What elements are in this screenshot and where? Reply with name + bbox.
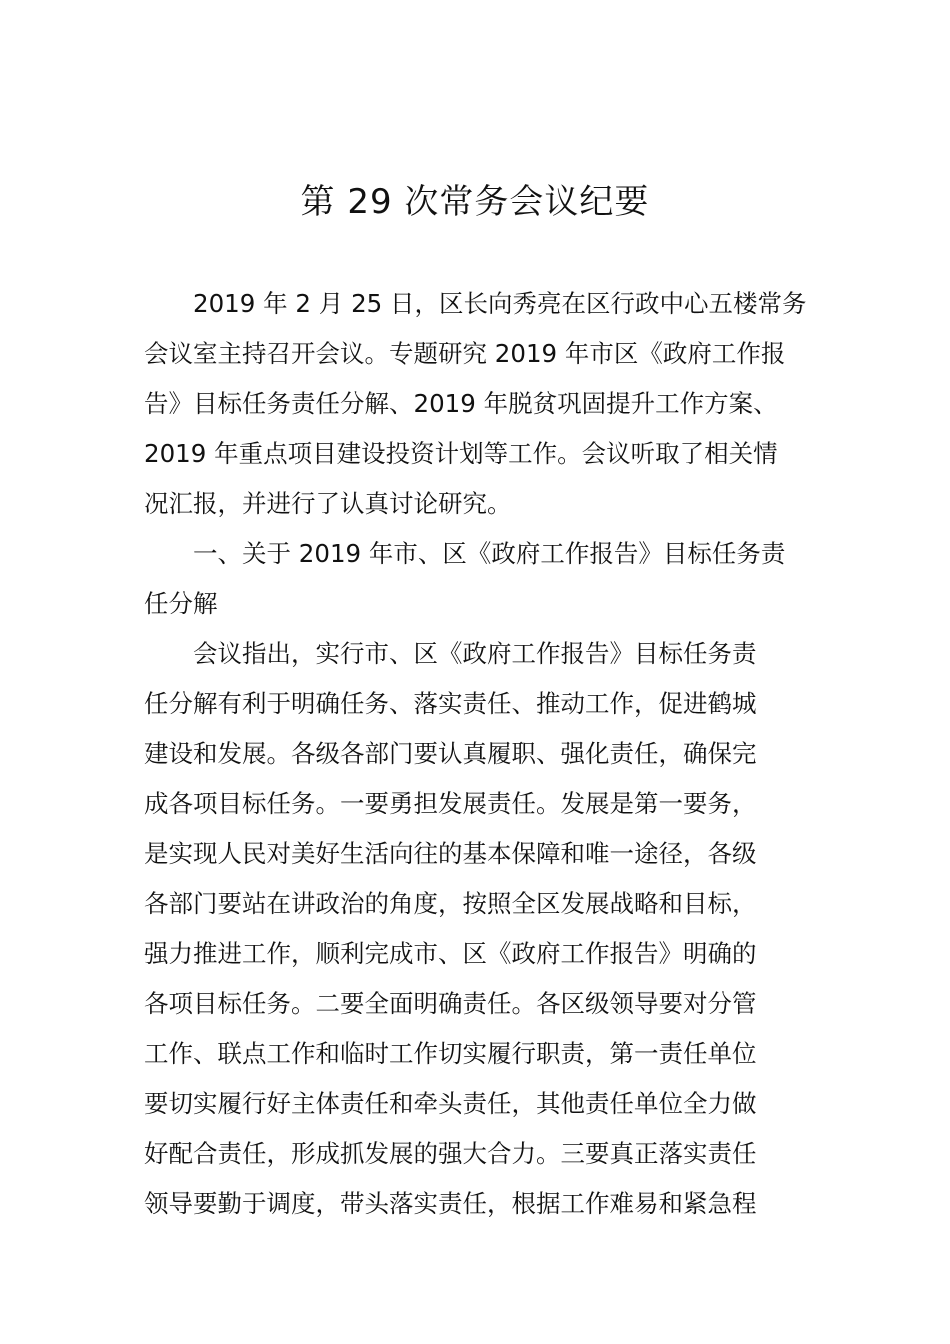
text-line: 要切实履行好主体责任和牵头责任，其他责任单位全力做: [144, 1089, 757, 1118]
text-line: 好配合责任，形成抓发展的强大合力。三要真正落实责任: [144, 1139, 757, 1168]
text-line: 2019 年重点项目建设投资计划等工作。会议听取了相关情: [144, 439, 778, 468]
text-line: 强力推进工作，顺利完成市、区《政府工作报告》明确的: [144, 939, 757, 968]
text-line: 任分解有利于明确任务、落实责任、推动工作，促进鹤城: [144, 689, 757, 718]
document-body: [144, 279, 809, 1229]
text-line: 各部门要站在讲政治的角度，按照全区发展战略和目标，: [144, 889, 757, 918]
text-line: 一、关于 2019 年市、区《政府工作报告》目标任务责: [193, 539, 786, 568]
text-line: 各项目标任务。二要全面明确责任。各区级领导要对分管: [144, 989, 757, 1018]
text-line: 是实现人民对美好生活向往的基本保障和唯一途径，各级: [144, 839, 757, 868]
text-line: 况汇报，并进行了认真讨论研究。: [144, 489, 512, 518]
text-line: 会议指出，实行市、区《政府工作报告》目标任务责: [193, 639, 757, 668]
text-line: 建设和发展。各级各部门要认真履职、强化责任，确保完: [144, 739, 757, 768]
text-line: 任分解: [144, 589, 218, 618]
document-title: 第 29 次常务会议纪要: [300, 182, 650, 222]
text-line: 工作、联点工作和临时工作切实履行职责，第一责任单位: [144, 1039, 757, 1068]
text-line: 会议室主持召开会议。专题研究 2019 年市区《政府工作报: [144, 339, 786, 368]
text-line: 领导要勤于调度，带头落实责任，根据工作难易和紧急程: [144, 1189, 757, 1218]
text-line: 成各项目标任务。一要勇担发展责任。发展是第一要务，: [144, 789, 757, 818]
text-line: 告》目标任务责任分解、2019 年脱贫巩固提升工作方案、: [144, 389, 778, 418]
text-line: 2019 年 2 月 25 日，区长向秀亮在区行政中心五楼常务: [193, 289, 807, 318]
